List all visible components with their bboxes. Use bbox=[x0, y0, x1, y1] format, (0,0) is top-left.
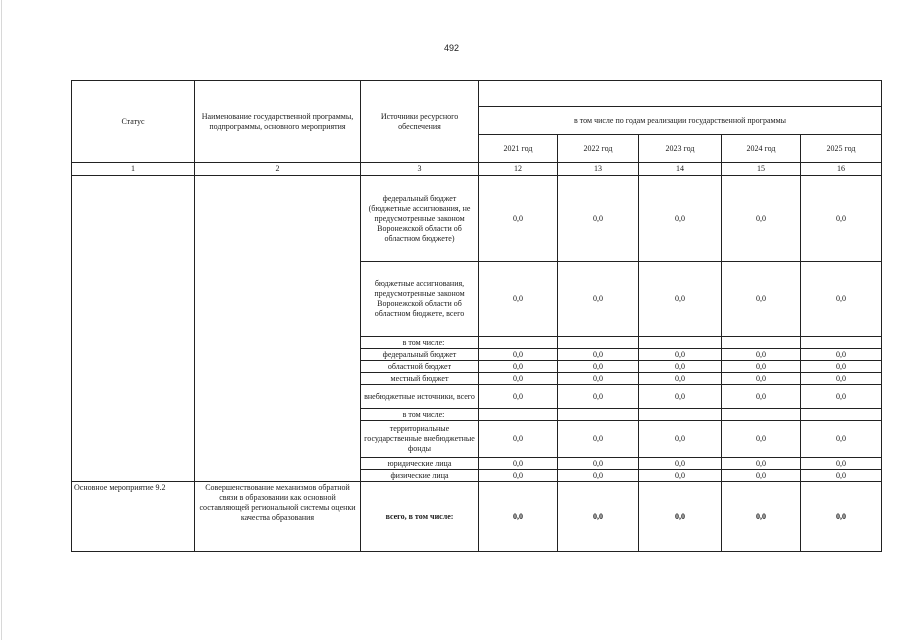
header-year: 2022 год bbox=[558, 135, 639, 163]
value-cell: 0,0 bbox=[801, 421, 882, 458]
column-number: 14 bbox=[639, 163, 722, 176]
source-cell: внебюджетные источники, всего bbox=[361, 385, 479, 409]
budget-table bbox=[71, 80, 882, 552]
source-cell: федеральный бюджет (бюджетные ассигнования, не предусмотренные законом Воронежской области об областном бюджете) bbox=[361, 176, 479, 262]
value-cell: 0,0 bbox=[801, 385, 882, 409]
value-cell: 0,0 bbox=[639, 421, 722, 458]
activity-source: всего, в том числе: bbox=[361, 482, 479, 552]
value-cell: 0,0 bbox=[558, 349, 639, 361]
header-year: 2021 год bbox=[479, 135, 558, 163]
scan-edge-line bbox=[1, 0, 2, 640]
header-year: 2025 год bbox=[801, 135, 882, 163]
value-cell: 0,0 bbox=[479, 349, 558, 361]
column-number: 3 bbox=[361, 163, 479, 176]
value-cell: 0,0 bbox=[639, 349, 722, 361]
page-number: 492 bbox=[443, 43, 460, 53]
source-cell: юридические лица bbox=[361, 458, 479, 470]
value-cell: 0,0 bbox=[801, 470, 882, 482]
column-number: 13 bbox=[558, 163, 639, 176]
value-cell: 0,0 bbox=[722, 176, 801, 262]
activity-value: 0,0 bbox=[801, 482, 882, 552]
value-cell: 0,0 bbox=[558, 373, 639, 385]
header-name: Наименование государственной программы, подпрограммы, основного мероприятия bbox=[195, 81, 361, 163]
value-cell bbox=[722, 337, 801, 349]
value-cell: 0,0 bbox=[801, 262, 882, 337]
value-cell: 0,0 bbox=[479, 176, 558, 262]
value-cell: 0,0 bbox=[801, 176, 882, 262]
header-year: 2023 год bbox=[639, 135, 722, 163]
value-cell: 0,0 bbox=[801, 349, 882, 361]
value-cell: 0,0 bbox=[479, 470, 558, 482]
column-number: 2 bbox=[195, 163, 361, 176]
source-cell: областной бюджет bbox=[361, 361, 479, 373]
activity-status: Основное мероприятие 9.2 bbox=[72, 482, 195, 552]
column-number: 1 bbox=[72, 163, 195, 176]
value-cell: 0,0 bbox=[722, 385, 801, 409]
value-cell bbox=[639, 409, 722, 421]
value-cell: 0,0 bbox=[722, 458, 801, 470]
value-cell: 0,0 bbox=[801, 373, 882, 385]
value-cell: 0,0 bbox=[639, 385, 722, 409]
value-cell bbox=[722, 409, 801, 421]
source-cell: физические лица bbox=[361, 470, 479, 482]
value-cell: 0,0 bbox=[479, 458, 558, 470]
source-cell: в том числе: bbox=[361, 337, 479, 349]
value-cell: 0,0 bbox=[722, 470, 801, 482]
value-cell bbox=[801, 337, 882, 349]
header-status: Статус bbox=[72, 81, 195, 163]
column-number: 15 bbox=[722, 163, 801, 176]
header-year: 2024 год bbox=[722, 135, 801, 163]
source-cell: местный бюджет bbox=[361, 373, 479, 385]
value-cell: 0,0 bbox=[479, 361, 558, 373]
header-sources: Источники ресурсного обеспечения bbox=[361, 81, 479, 163]
activity-value: 0,0 bbox=[479, 482, 558, 552]
activity-name: Совершенствование механизмов обратной связи в образовании как основной составляющей региональной системы оценки качества образования bbox=[195, 482, 361, 552]
value-cell: 0,0 bbox=[639, 262, 722, 337]
source-cell: федеральный бюджет bbox=[361, 349, 479, 361]
value-cell: 0,0 bbox=[558, 458, 639, 470]
value-cell: 0,0 bbox=[558, 421, 639, 458]
value-cell: 0,0 bbox=[558, 470, 639, 482]
value-cell: 0,0 bbox=[558, 385, 639, 409]
value-cell: 0,0 bbox=[801, 458, 882, 470]
value-cell: 0,0 bbox=[479, 385, 558, 409]
value-cell: 0,0 bbox=[639, 361, 722, 373]
value-cell bbox=[558, 337, 639, 349]
value-cell: 0,0 bbox=[558, 361, 639, 373]
column-number: 16 bbox=[801, 163, 882, 176]
value-cell bbox=[558, 409, 639, 421]
activity-value: 0,0 bbox=[558, 482, 639, 552]
value-cell: 0,0 bbox=[639, 176, 722, 262]
value-cell: 0,0 bbox=[479, 421, 558, 458]
value-cell: 0,0 bbox=[722, 361, 801, 373]
value-cell: 0,0 bbox=[639, 470, 722, 482]
value-cell bbox=[801, 409, 882, 421]
header-empty-cell bbox=[479, 81, 882, 107]
value-cell: 0,0 bbox=[558, 262, 639, 337]
value-cell: 0,0 bbox=[479, 373, 558, 385]
value-cell: 0,0 bbox=[722, 373, 801, 385]
activity-value: 0,0 bbox=[639, 482, 722, 552]
value-cell bbox=[479, 409, 558, 421]
table-row bbox=[72, 176, 882, 262]
value-cell bbox=[639, 337, 722, 349]
value-cell: 0,0 bbox=[722, 262, 801, 337]
value-cell: 0,0 bbox=[722, 421, 801, 458]
header-years-group: в том числе по годам реализации государственной программы bbox=[479, 107, 882, 135]
status-cell-empty bbox=[72, 176, 195, 482]
value-cell: 0,0 bbox=[722, 349, 801, 361]
activity-value: 0,0 bbox=[722, 482, 801, 552]
value-cell: 0,0 bbox=[558, 176, 639, 262]
source-cell: территориальные государственные внебюджетные фонды bbox=[361, 421, 479, 458]
column-number: 12 bbox=[479, 163, 558, 176]
value-cell: 0,0 bbox=[801, 361, 882, 373]
value-cell: 0,0 bbox=[479, 262, 558, 337]
name-cell-empty bbox=[195, 176, 361, 482]
activity-row bbox=[72, 482, 882, 552]
value-cell: 0,0 bbox=[639, 373, 722, 385]
value-cell bbox=[479, 337, 558, 349]
value-cell: 0,0 bbox=[639, 458, 722, 470]
source-cell: в том числе: bbox=[361, 409, 479, 421]
source-cell: бюджетные ассигнования, предусмотренные законом Воронежской области об областном бюджете, всего bbox=[361, 262, 479, 337]
